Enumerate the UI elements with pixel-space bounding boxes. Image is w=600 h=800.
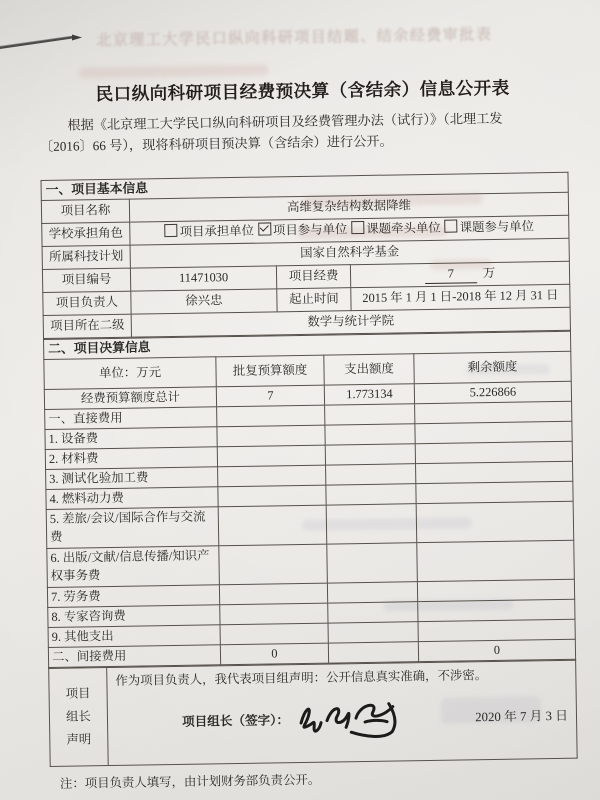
budget-row-label: 2. 材料费 xyxy=(45,447,217,470)
budget-row-value xyxy=(327,582,417,603)
budget-row-label: 经费预算额度总计 xyxy=(44,387,216,410)
budget-row-value xyxy=(219,544,328,585)
budget-row-label: 1. 设备费 xyxy=(45,427,217,450)
budget-row-label: 3. 测试化验加工费 xyxy=(46,467,218,490)
period-value: 2015 年 1 月 1 日-2018 年 12 月 31 日 xyxy=(351,284,570,310)
budget-header-remaining: 剩余额度 xyxy=(414,351,571,383)
checkbox-unchecked-icon xyxy=(351,221,364,234)
budget-header-unit: 单位：万元 xyxy=(44,357,216,390)
budget-row-value xyxy=(418,599,575,621)
budget-row-label: 6. 出版/文献/信息传播/知识产权事务费 xyxy=(47,546,220,588)
intro-line-1: 根据《北京理工大学民口纵向科研项目及经费管理办法（试行）》（北理工发 xyxy=(67,110,503,133)
budget-row-value xyxy=(327,543,418,583)
budget-row-label: 一、直接费用 xyxy=(45,407,217,430)
program-value: 国家自然科学基金 xyxy=(130,238,569,268)
bleedthrough-mark xyxy=(79,64,269,78)
budget-header-approved: 批复预算额度 xyxy=(216,355,324,387)
declaration-label-line: 项目 xyxy=(65,686,91,701)
budget-row-value xyxy=(417,540,575,581)
budget-row-label: 9. 其他支出 xyxy=(48,625,220,648)
budget-row-value xyxy=(416,481,573,503)
declaration-content xyxy=(107,660,577,765)
declaration-label-line: 声明 xyxy=(66,732,92,747)
budget-row-value: 0 xyxy=(418,639,575,661)
intro-line-2: 〔2016〕66 号），现将科研项目预决算（含结余）进行公开。 xyxy=(39,133,393,155)
budget-row-label: 7. 劳务费 xyxy=(47,585,219,608)
department-label: 项目所在二级 xyxy=(43,314,131,338)
budget-table-body xyxy=(44,381,575,667)
budget-row-value xyxy=(326,504,417,544)
budget-row-value xyxy=(220,603,328,625)
signature-handwriting xyxy=(293,695,412,741)
checkbox-unchecked-icon xyxy=(445,220,458,233)
budget-row-value: 7 xyxy=(216,385,324,407)
budget-row-value xyxy=(219,583,327,605)
signature-row xyxy=(116,697,571,744)
budget-row-value xyxy=(217,405,325,427)
declaration-statement: 作为项目负责人，我代表项目组声明：公开信息真实准确，不涉密。 xyxy=(115,668,488,688)
budget-row-value xyxy=(326,464,416,485)
budget-row-value xyxy=(417,579,574,601)
project-leader-value: 徐兴忠 xyxy=(131,289,277,314)
budget-row-value: 0 xyxy=(220,643,328,665)
project-funds-label: 项目经费 xyxy=(276,264,350,288)
checkbox-unchecked-icon xyxy=(165,224,178,237)
budget-row-value xyxy=(416,461,573,483)
budget-row-value xyxy=(220,623,328,645)
school-role-label: 学校承担角色 xyxy=(42,222,130,246)
budget-row-value xyxy=(325,424,415,445)
budget-row-label: 8. 专家咨询费 xyxy=(48,605,220,628)
project-funds-value xyxy=(350,261,569,287)
declaration-label xyxy=(49,668,109,767)
project-name-label: 项目名称 xyxy=(41,199,129,223)
department-value: 数学与统计学院 xyxy=(131,307,570,337)
role-option-label: 项目承担单位 xyxy=(179,224,255,240)
budget-row-label: 二、间接费用 xyxy=(48,645,220,668)
footnote: 注：项目负责人填写，由计划财务部负责公开。 xyxy=(59,772,321,791)
project-number-label: 项目编号 xyxy=(42,268,130,292)
budget-row-value xyxy=(326,484,416,505)
section-1-title: 一、项目基本信息 xyxy=(41,172,568,201)
budget-row-value xyxy=(217,425,325,447)
bleedthrough-title: 北京理工大学民口纵向科研项目结题、结余经费审批表 xyxy=(96,26,493,50)
budget-header-spent: 支出额度 xyxy=(324,354,414,385)
budget-row-value xyxy=(415,401,572,423)
funds-underlined-amount: 7 xyxy=(425,265,477,284)
project-name-value: 高维复杂结构数据降维 xyxy=(129,192,568,222)
declaration-table xyxy=(48,660,577,767)
budget-row-value xyxy=(415,441,572,463)
budget-row-value xyxy=(325,404,415,425)
project-number-value: 11471030 xyxy=(130,266,276,291)
budget-row-value xyxy=(418,619,575,641)
role-option-label: 课题牵头单位 xyxy=(366,221,441,237)
form-document xyxy=(39,76,577,792)
budget-row-value xyxy=(328,602,418,623)
section-2-title: 二、项目决算信息 xyxy=(44,331,571,360)
budget-row-label: 4. 燃料动力费 xyxy=(46,487,218,510)
budget-row-value: 5.226866 xyxy=(414,381,571,403)
budget-row-value xyxy=(328,622,418,643)
budget-row-value xyxy=(325,444,415,465)
intro-paragraph xyxy=(39,107,567,158)
budget-row-value xyxy=(218,485,326,507)
project-leader-label: 项目负责人 xyxy=(43,291,131,315)
basic-info-table xyxy=(41,171,571,339)
page-title: 民口纵向科研项目经费预决算（含结余）信息公开表 xyxy=(95,77,510,105)
budget-row-value xyxy=(415,421,572,443)
sign-label: 项目组长（签字）： xyxy=(181,713,290,730)
budget-row-label: 5. 差旅/会议/国际合作与交流费 xyxy=(46,507,219,549)
budget-row-value: 1.773134 xyxy=(324,384,414,405)
declaration-label-line: 组长 xyxy=(65,709,91,724)
signature-date: 2020 年 7 月 3 日 xyxy=(475,708,569,725)
budget-table xyxy=(43,331,576,668)
budget-row-value xyxy=(416,501,574,542)
role-option-label: 课题参与单位 xyxy=(459,219,535,235)
program-label: 所属科技计划 xyxy=(42,245,130,269)
funds-unit: 万 xyxy=(482,265,496,281)
period-label: 起止时间 xyxy=(277,287,351,311)
budget-row-value xyxy=(328,642,418,663)
role-option-label: 项目参与单位 xyxy=(272,222,348,238)
budget-row-value xyxy=(217,445,325,467)
budget-row-value xyxy=(218,505,327,546)
checkbox-checked-icon xyxy=(258,223,271,236)
budget-row-value xyxy=(218,465,326,487)
